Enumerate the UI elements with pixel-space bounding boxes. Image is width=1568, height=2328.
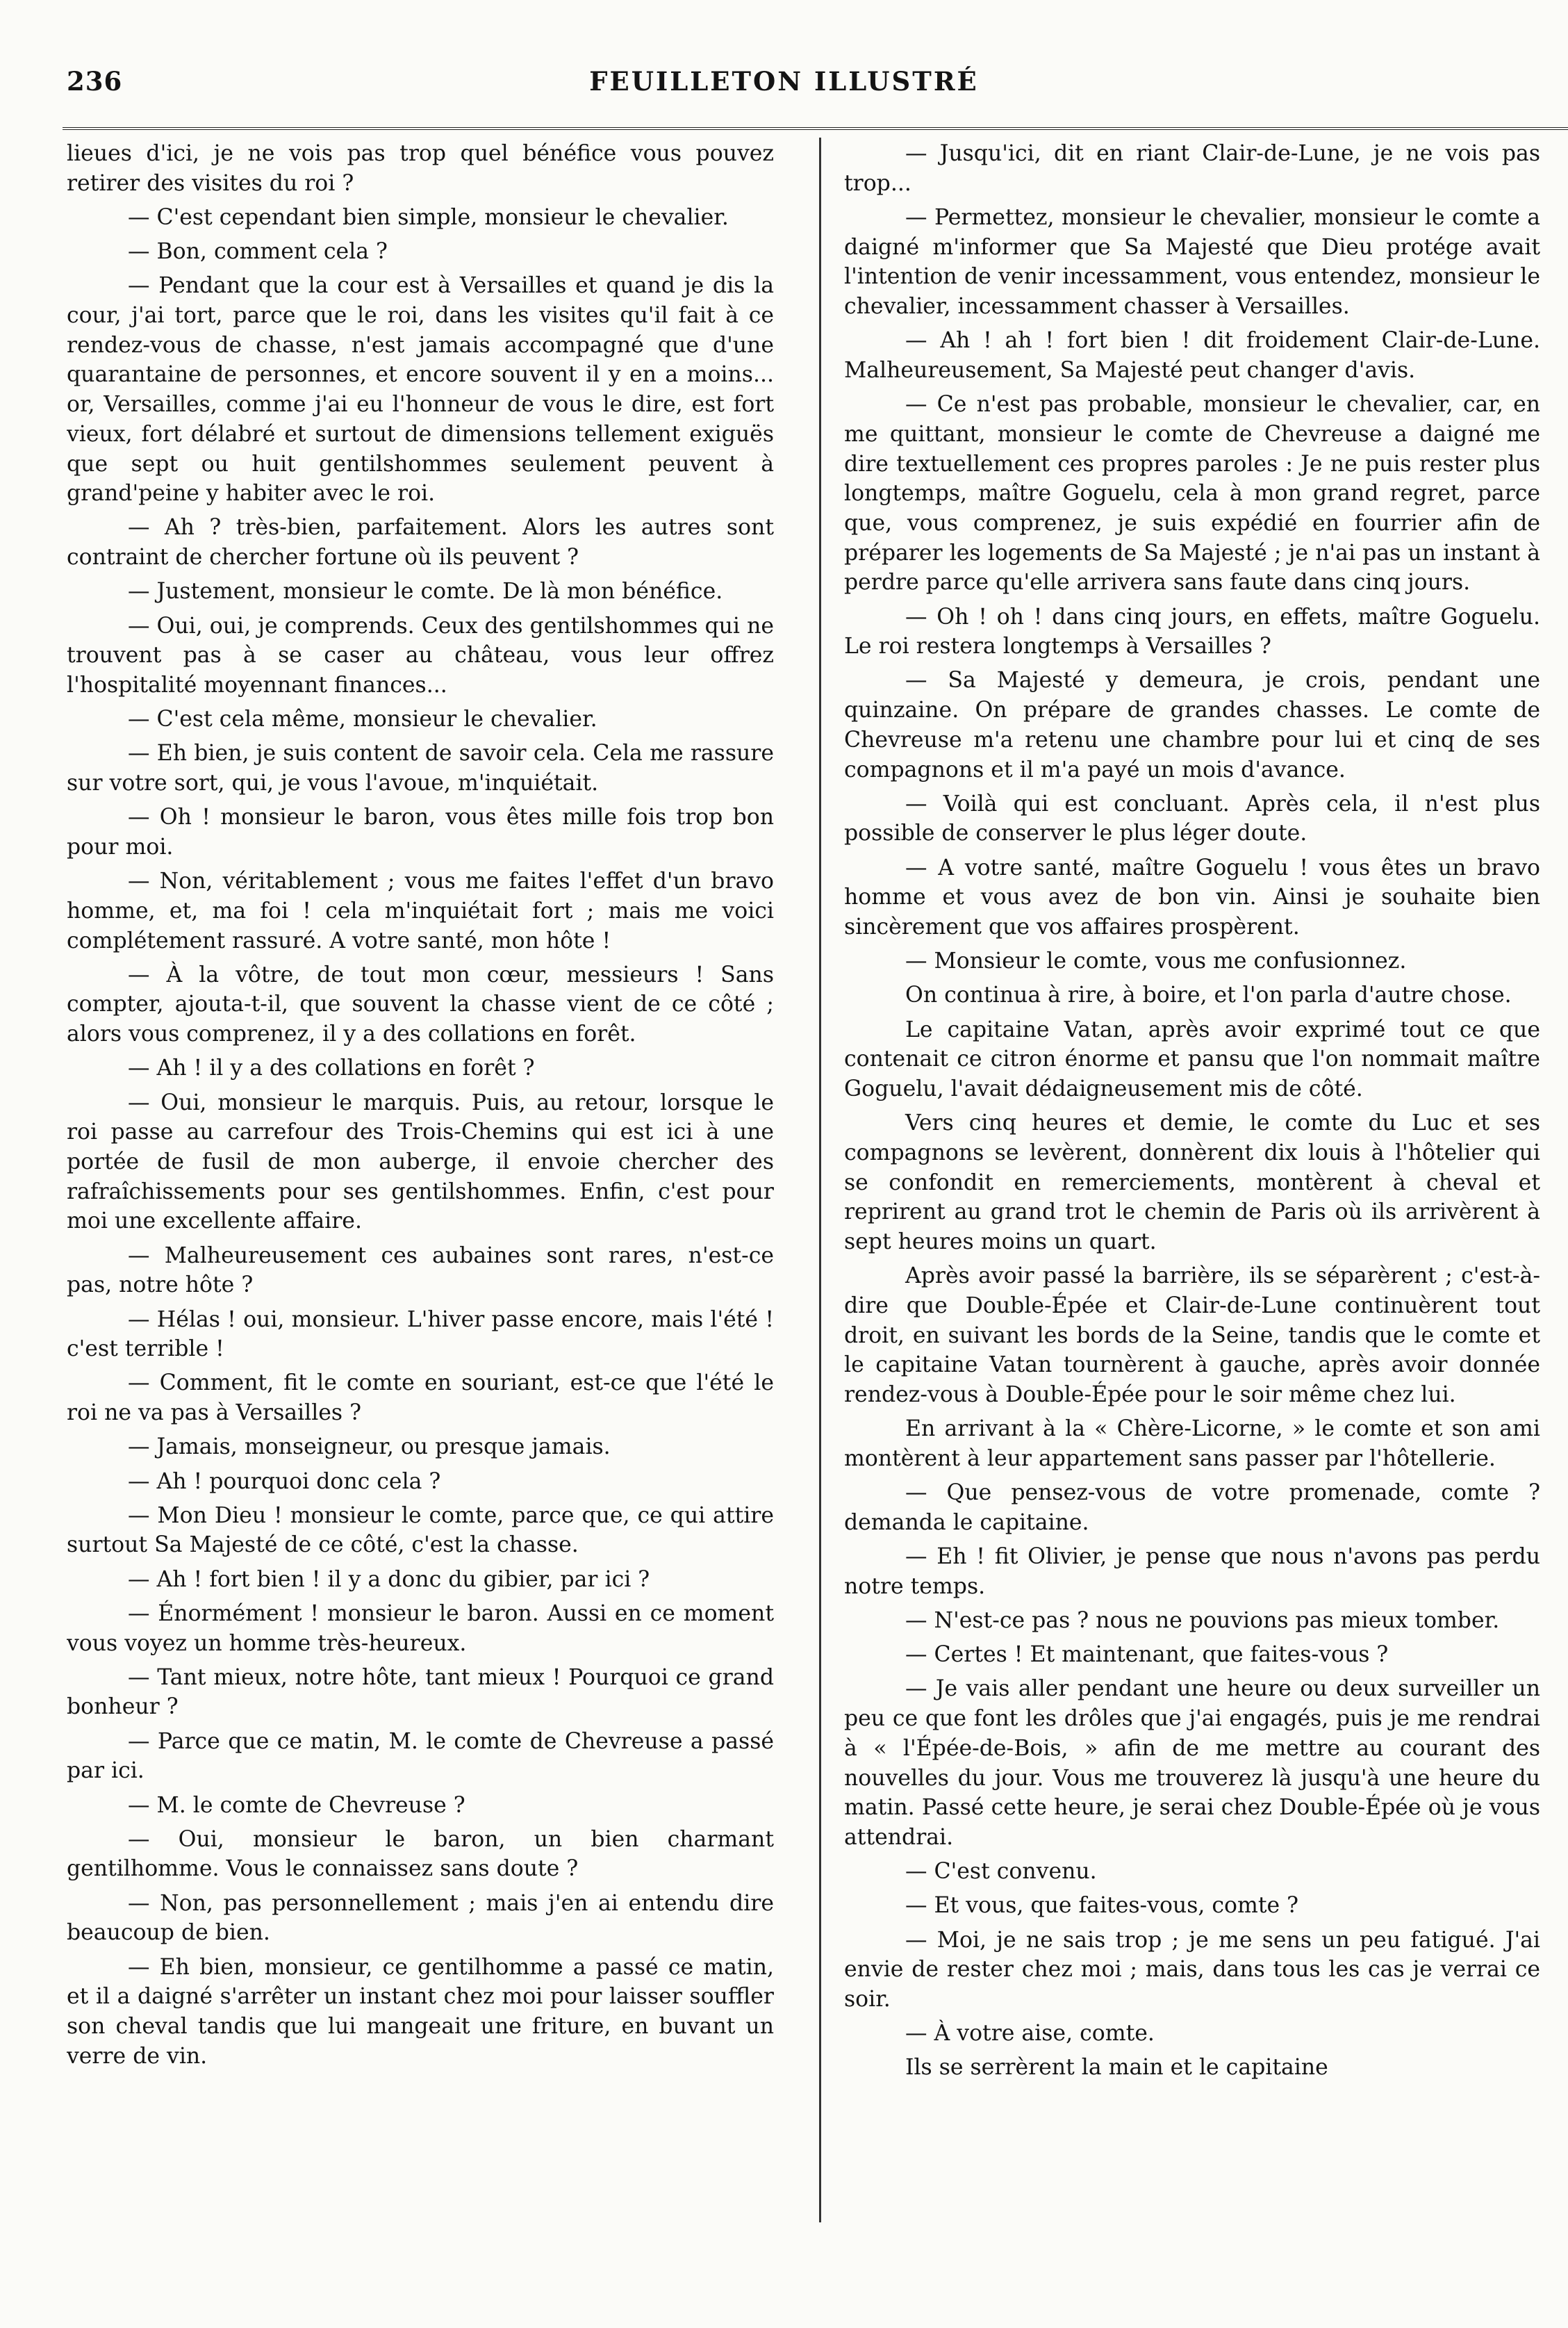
paragraph: — A votre santé, maître Goguelu ! vous êtes un bravo homme et vous avez de bon vin. Ainsi je souhaite bien sincèrement que vos affaires prospèrent. bbox=[844, 855, 1540, 940]
paragraph: — Malheureusement ces aubaines sont rares, n'est-ce pas, notre hôte ? bbox=[67, 1243, 774, 1298]
paragraph: Le capitaine Vatan, après avoir exprimé tout ce que contenait ce citron énorme et pansu que l'on nommait maître Goguelu, l'avait dédaigneusement mis de côté. bbox=[844, 1017, 1540, 1102]
paragraph: — Mon Dieu ! monsieur le comte, parce que, ce qui attire surtout Sa Majesté de ce côté, c'est la chasse. bbox=[67, 1502, 774, 1558]
paragraph: — Que pensez-vous de votre promenade, comte ? demanda le capitaine. bbox=[844, 1480, 1540, 1535]
paragraph: — Jamais, monseigneur, ou presque jamais. bbox=[128, 1434, 611, 1460]
paragraph: lieues d'ici, je ne vois pas trop quel bénéfice vous pouvez retirer des visites du roi ? bbox=[67, 141, 774, 196]
paragraph: — Ah ? très-bien, parfaitement. Alors les autres sont contraint de chercher fortune où ils peuvent ? bbox=[67, 515, 774, 571]
paragraph: — N'est-ce pas ? nous ne pouvions pas mieux tomber. bbox=[905, 1608, 1500, 1634]
paragraph: — Certes ! Et maintenant, que faites-vous ? bbox=[905, 1642, 1389, 1668]
paragraph: — Ah ! ah ! fort bien ! dit froidement Clair-de-Lune. Malheureusement, Sa Majesté peut changer d'avis. bbox=[844, 328, 1540, 383]
paragraph: — Oui, monsieur le marquis. Puis, au retour, lorsque le roi passe au carrefour des Trois-Chemins qui est ici à une portée de fusil de mon auberge, il envoie chercher des rafraîchissements pour ses gentilshommes. Enfin, c'est pour moi une excellente affaire. bbox=[67, 1090, 774, 1234]
paragraph: — Parce que ce matin, M. le comte de Chevreuse a passé par ici. bbox=[67, 1728, 774, 1784]
paragraph: On continua à rire, à boire, et l'on parla d'autre chose. bbox=[905, 983, 1512, 1008]
paragraph: — Moi, je ne sais trop ; je me sens un peu fatigué. J'ai envie de rester chez moi ; mais, dans tous les cas je verrai ce soir. bbox=[844, 1927, 1540, 2012]
paragraph: — Eh ! fit Olivier, je pense que nous n'avons pas perdu notre temps. bbox=[844, 1544, 1540, 1599]
column-divider bbox=[819, 138, 821, 2222]
page-header bbox=[0, 66, 1568, 115]
paragraph: — Voilà qui est concluant. Après cela, il n'est plus possible de conserver le plus léger doute. bbox=[844, 791, 1540, 846]
paragraph: — Comment, fit le comte en souriant, est-ce que l'été le roi ne va pas à Versailles ? bbox=[67, 1370, 774, 1426]
paragraph: — Oh ! oh ! dans cinq jours, en effets, maître Goguelu. Le roi restera longtemps à Versailles ? bbox=[844, 604, 1540, 659]
paragraph: — C'est cela même, monsieur le chevalier. bbox=[128, 707, 597, 732]
paragraph: En arrivant à la « Chère-Licorne, » le comte et son ami montèrent à leur appartement sans passer par l'hôtellerie. bbox=[844, 1416, 1540, 1472]
left-column bbox=[67, 139, 774, 2307]
paragraph: — Eh bien, monsieur, ce gentilhomme a passé ce matin, et il a daigné s'arrêter un instant chez moi pour laisser souffler son cheval tandis que lui mangeait une friture, en buvant un verre de vin. bbox=[67, 1954, 774, 2069]
paragraph: — Justement, monsieur le comte. De là mon bénéfice. bbox=[128, 579, 723, 605]
paragraph: — Sa Majesté y demeura, je crois, pendant une quinzaine. On prépare de grandes chasses. Le comte de Chevreuse m'a retenu une chambre pour lui et cinq de ses compagnons et il m'a payé un mois d'avance. bbox=[844, 668, 1540, 782]
paragraph: — Oui, oui, je comprends. Ceux des gentilshommes qui ne trouvent pas à se caser au château, vous leur offrez l'hospitalité moyennant finances... bbox=[67, 613, 774, 698]
paragraph: — Ah ! pourquoi donc cela ? bbox=[128, 1468, 441, 1494]
paragraph: — Eh bien, je suis content de savoir cela. Cela me rassure sur votre sort, qui, je vous l'avoue, m'inquiétait. bbox=[67, 741, 774, 796]
running-title: FEUILLETON ILLUSTRÉ bbox=[589, 66, 979, 97]
right-column bbox=[844, 139, 1540, 2307]
paragraph: Vers cinq heures et demie, le comte du Luc et ses compagnons se levèrent, donnèrent dix louis à l'hôtelier qui se confondit en remerciements, montèrent à cheval et reprirent au grand trot le chemin de Paris où ils arrivèrent à sept heures moins un quart. bbox=[844, 1110, 1540, 1255]
paragraph: — M. le comte de Chevreuse ? bbox=[128, 1792, 465, 1818]
paragraph: — Tant mieux, notre hôte, tant mieux ! Pourquoi ce grand bonheur ? bbox=[67, 1664, 774, 1720]
paragraph: — Oui, monsieur le baron, un bien charmant gentilhomme. Vous le connaissez sans doute ? bbox=[67, 1826, 774, 1882]
paragraph: — Permettez, monsieur le chevalier, monsieur le comte a daigné m'informer que Sa Majesté que Dieu protége avait l'intention de venir incessamment, vous entendez, monsieur le chevalier, incessamment chasser à Versailles. bbox=[844, 204, 1540, 320]
paragraph: — Hélas ! oui, monsieur. L'hiver passe encore, mais l'été ! c'est terrible ! bbox=[67, 1306, 774, 1362]
paragraph: — Ah ! il y a des collations en forêt ? bbox=[128, 1056, 535, 1081]
paragraph: Ils se serrèrent la main et le capitaine bbox=[905, 2055, 1328, 2081]
page-number: 236 bbox=[67, 66, 123, 97]
paragraph: — Monsieur le comte, vous me confusionnez. bbox=[905, 949, 1407, 974]
paragraph: — Et vous, que faites-vous, comte ? bbox=[905, 1893, 1299, 1919]
paragraph: — Jusqu'ici, dit en riant Clair-de-Lune, je ne vois pas trop... bbox=[844, 141, 1540, 196]
paragraph: — Oh ! monsieur le baron, vous êtes mille fois trop bon pour moi. bbox=[67, 805, 774, 860]
paragraph: — Pendant que la cour est à Versailles et quand je dis la cour, j'ai tort, parce que le roi, dans les visites qu'il fait à ce rendez-vous de chasse, n'est jamais accompagné que d'une quarantaine de personnes, et encore souvent il y en a moins... or, Versailles, comme j'ai eu l'honneur de vous le dire, est fort vieux, fort délabré et surtout de dimensions tellement exiguës que sept ou huit gentilshommes seulement peuvent à grand'peine y habiter avec le roi. bbox=[67, 273, 774, 507]
paragraph: — C'est cependant bien simple, monsieur le chevalier. bbox=[128, 204, 729, 230]
header-rule bbox=[63, 127, 1568, 130]
paragraph: — Ce n'est pas probable, monsieur le chevalier, car, en me quittant, monsieur le comte de Chevreuse a daigné me dire textuellement ces propres paroles : Je ne puis rester plus longtemps, maître Goguelu, cela à mon grand regret, parce que, vous comprenez, je suis expédié en fourrier afin de préparer les logements de Sa Majesté ; je n'ai pas un instant à perdre parce qu'elle arrivera sans faute dans cinq jours. bbox=[844, 392, 1540, 596]
paragraph: — C'est convenu. bbox=[905, 1859, 1097, 1885]
paragraph: — Je vais aller pendant une heure ou deux surveiller un peu ce que font les drôles que j'ai engagés, puis je me rendrai à « l'Épée-de-Bois, » afin de me mettre au courant des nouvelles du jour. Vous me trouverez là jusqu'à une heure du matin. Passé cette heure, je serai chez Double-Épée où je vous attendrai. bbox=[844, 1676, 1540, 1850]
paragraph: — Énormément ! monsieur le baron. Aussi en ce moment vous voyez un homme très-heureux. bbox=[67, 1600, 774, 1656]
paragraph: — Bon, comment cela ? bbox=[128, 239, 388, 265]
paragraph: — Non, véritablement ; vous me faites l'effet d'un bravo homme, et, ma foi ! cela m'inquiétait fort ; mais me voici complétement rassuré. A votre santé, mon hôte ! bbox=[67, 869, 774, 953]
paragraph: Après avoir passé la barrière, ils se séparèrent ; c'est-à-dire que Double-Épée et Clair-de-Lune continuèrent tout droit, en suivant les bords de la Seine, tandis que le comte et le capitaine Vatan tournèrent à gauche, après avoir donnée rendez-vous à Double-Épée pour le soir même chez lui. bbox=[844, 1263, 1540, 1408]
paragraph: — À la vôtre, de tout mon cœur, messieurs ! Sans compter, ajouta-t-il, que souvent la chasse vient de ce côté ; alors vous comprenez, il y a des collations en forêt. bbox=[67, 962, 774, 1047]
paragraph: — Ah ! fort bien ! il y a donc du gibier, par ici ? bbox=[128, 1566, 650, 1592]
paragraph: — À votre aise, comte. bbox=[905, 2021, 1155, 2047]
paragraph: — Non, pas personnellement ; mais j'en ai entendu dire beaucoup de bien. bbox=[67, 1890, 774, 1946]
